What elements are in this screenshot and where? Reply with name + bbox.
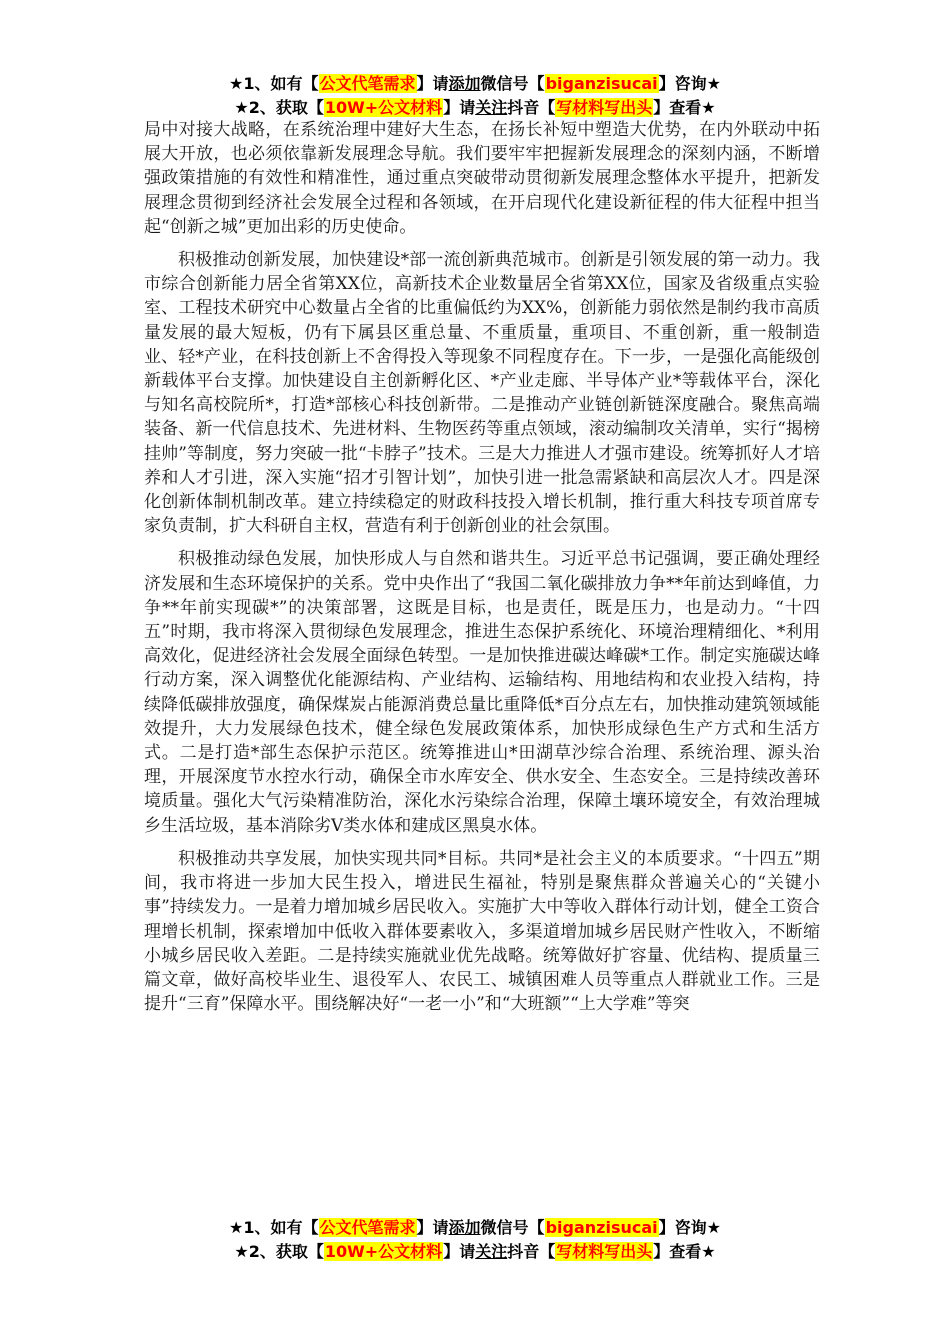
- banner-text: 】咨询★: [658, 1218, 721, 1237]
- banner-text: 】请: [416, 74, 449, 93]
- highlight-douyin: 写材料写出头: [556, 1242, 653, 1261]
- paragraph: 积极推动共享发展，加快实现共同*目标。共同*是社会主义的本质要求。“十四五”期间，我市将进一步加大民生投入，增进民生福祉，特别是聚焦群众普遍关心的“关键小事”持续发力。一是着力增加城乡居民收入。实施扩大中等收入群体行动计划，健全工资合理增长机制，探索增加中低收入群体要素收入，多渠道增加城乡居民财产性收入，不断缩小城乡居民收入差距。二是持续实施就业优先战略。统筹做好扩容量、优结构、提质量三篇文章，做好高校毕业生、退役军人、农民工、城镇困难人员等重点人群就业工作。三是提升“三育”保障水平。围绕解决好“一老一小”和“大班额”“上大学难”等突: [144, 848, 820, 1015]
- banner-underlined: 关注: [475, 1242, 508, 1261]
- banner-text: ★2、获取【: [234, 1242, 324, 1261]
- banner-text: 】请: [443, 98, 476, 117]
- banner-text: 微信号【: [480, 74, 545, 93]
- banner-text: 抖音【: [507, 98, 556, 117]
- paragraph: 积极推动创新发展，加快建设*部一流创新典范城市。创新是引领发展的第一动力。我市综合创新能力居全省第XX位，高新技术企业数量居全省第XX位，国家及省级重点实验室、工程技术研究中心数量占全省的比重偏低约为XX%，创新能力弱依然是制约我市高质量发展的最大短板，仍有下属县区重总量、不重质量，重项目、不重创新，重一般制造业、轻*产业，在科技创新上不舍得投入等现象不同程度存在。下一步，一是强化高能级创新载体平台支撑。加快建设自主创新孵化区、*产业走廊、半导体产业*等载体平台，深化与知名高校院所*，打造*部核心科技创新带。二是推动产业链创新链深度融合。聚焦高端装备、新一代信息技术、先进材料、生物医药等重点领域，滚动编制攻关清单，实行“揭榜挂帅”等制度，努力突破一批“卡脖子”技术。三是大力推进人才强市建设。统筹抓好人才培养和人才引进，深入实施“招才引智计划”，加快引进一批急需紧缺和高层次人才。四是深化创新体制机制改革。建立持续稳定的财政科技投入增长机制，推行重大科技专项首席专家负责制，扩大科研自主权，营造有利于创新创业的社会氛围。: [144, 250, 820, 537]
- footer-banner: [0, 1216, 950, 1264]
- highlight-service: 公文代笔需求: [319, 1218, 416, 1237]
- banner-underlined: 关注: [475, 98, 508, 117]
- banner-text: 微信号【: [480, 1218, 545, 1237]
- highlight-wechat-id: biganzisucai: [545, 1218, 658, 1237]
- paragraph: 积极推动绿色发展，加快形成人与自然和谐共生。习近平总书记强调，要正确处理经济发展和生态环境保护的关系。党中央作出了“我国二氧化碳排放力争**年前达到峰值，力争**年前实现碳*”的决策部署，这既是目标，也是责任，既是压力，也是动力。“十四五”时期，我市将深入贯彻绿色发展理念，推进生态保护系统化、环境治理精细化、*利用高效化，促进经济社会发展全面绿色转型。一是加快推进碳达峰碳*工作。制定实施碳达峰行动方案，深入调整优化能源结构、产业结构、运输结构、用地结构和农业投入结构，持续降低碳排放强度，确保煤炭占能源消费总量比重降低*百分点左右，加快推动建筑领域能效提升，大力发展绿色技术，健全绿色发展政策体系，加快形成绿色生产方式和生活方式。二是打造*部生态保护示范区。统筹推进山*田湖草沙综合治理、系统治理、源头治理，开展深度节水控水行动，确保全市水库安全、供水安全、生态安全。三是持续改善环境质量。强化大气污染精准防治，深化水污染综合治理，保障土壤环境安全，有效治理城乡生活垃圾，基本消除劣Ⅴ类水体和建成区黑臭水体。: [144, 549, 820, 836]
- header-banner: [0, 72, 950, 120]
- highlight-wechat-id: biganzisucai: [545, 74, 658, 93]
- highlight-materials: 10W+公文材料: [324, 1242, 443, 1261]
- banner-text: ★1、如有【: [229, 74, 319, 93]
- banner-text: 】咨询★: [658, 74, 721, 93]
- highlight-materials: 10W+公文材料: [324, 98, 443, 117]
- banner-underlined: 添加: [448, 1218, 481, 1237]
- banner-text: 】查看★: [653, 98, 716, 117]
- banner-text: 】查看★: [653, 1242, 716, 1261]
- highlight-service: 公文代笔需求: [319, 74, 416, 93]
- banner-text: ★2、获取【: [234, 98, 324, 117]
- banner-line-1: [0, 1216, 950, 1240]
- banner-text: 】请: [416, 1218, 449, 1237]
- paragraph: 局中对接大战略，在系统治理中建好大生态，在扬长补短中塑造大优势，在内外联动中拓展大开放，也必须依靠新发展理念导航。我们要牢牢把握新发展理念的深刻内涵，不断增强政策措施的有效性和精准性，通过重点突破带动贯彻新发展理念整体水平提升，把新发展理念贯彻到经济社会发展全过程和各领域，在开启现代化建设新征程的伟大征程中担当起“创新之城”更加出彩的历史使命。: [144, 120, 820, 237]
- banner-line-1: [0, 72, 950, 96]
- banner-line-2: [0, 1240, 950, 1264]
- banner-underlined: 添加: [448, 74, 481, 93]
- banner-text: ★1、如有【: [229, 1218, 319, 1237]
- banner-text: 】请: [443, 1242, 476, 1261]
- banner-text: 抖音【: [507, 1242, 556, 1261]
- banner-line-2: [0, 96, 950, 120]
- document-body: [144, 118, 820, 1025]
- highlight-douyin: 写材料写出头: [556, 98, 653, 117]
